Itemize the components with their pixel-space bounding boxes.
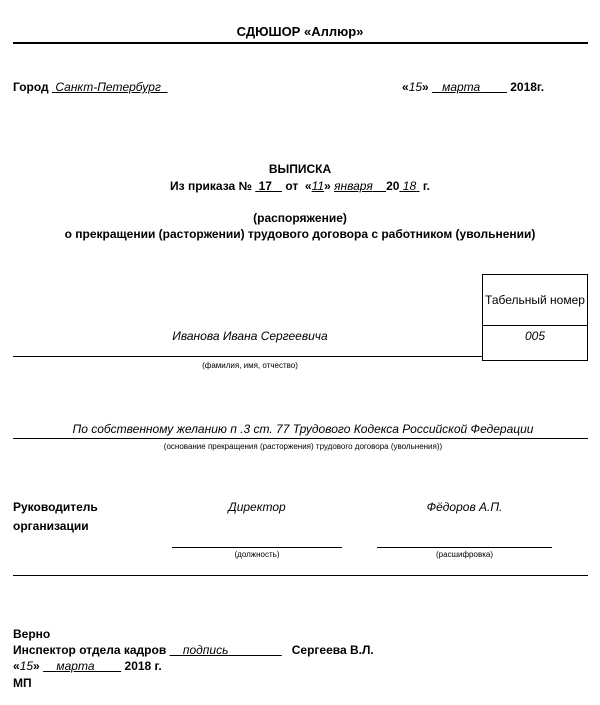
tab-number-value: 005 [483,326,588,361]
order-line: Из приказа № 17 от «11» января 20 18 г. [170,179,430,193]
inspector-label: Инспектор отдела кадров [13,643,167,657]
inspector-name: Сергеева В.Л. [291,643,374,657]
order-month: января [334,179,373,193]
certify-year: 2018 г. [124,659,162,673]
doc-subject: о прекращении (расторжении) трудового договора с работником (увольнении) [64,227,536,241]
certify-month: марта [56,659,95,673]
head-signature: Фёдоров А.П. [426,500,503,514]
header-divider [13,42,588,44]
doc-title: ВЫПИСКА [268,162,332,176]
order-year: 18 [402,179,417,193]
inspector-line [13,643,374,657]
org-name: СДЮШОР «Аллюр» [236,24,364,39]
city-label: Город [13,80,49,94]
reason-caption: (основание прекращения (расторжения) трудового договора (увольнения)) [163,442,443,451]
inspector-signature: подпись [182,643,229,657]
order-number: 17 [258,179,272,193]
head-label-line1: Руководитель [13,500,98,514]
doc-subtitle: (распоряжение) [253,211,347,225]
position-line [172,547,342,548]
certify-date: «15» марта 2018 г. [13,659,162,673]
head-label-line2: организации [13,519,89,533]
tab-number-header: Табельный номер [483,275,588,326]
tab-number-table [482,274,588,361]
head-bottom-divider [13,575,588,576]
position-caption: (должность) [234,550,280,559]
certify-mp: МП [13,676,32,690]
date-year: 2018г. [510,80,545,94]
signature-line [377,547,552,548]
certify-verno: Верно [13,627,51,641]
order-day: 11 [311,179,325,193]
employee-name-caption: (фамилия, имя, отчество) [202,361,298,370]
head-position: Директор [228,500,286,514]
date-quote-close: » [422,80,429,94]
employee-name-line [13,356,483,357]
date-line [402,80,544,94]
reason-line [13,438,588,439]
date-quote-open: « [402,80,409,94]
dismissal-reason: По собственному желанию п .3 ст. 77 Трудового Кодекса Российской Федерации [72,422,534,436]
city-value: Санкт-Петербург [55,80,161,94]
employee-name: Иванова Ивана Сергеевича [172,329,328,343]
date-month: марта [442,80,481,94]
date-day: 15 [408,80,423,94]
city-line [13,80,168,94]
signature-caption: (расшифровка) [436,550,493,559]
certify-day: 15 [19,659,34,673]
